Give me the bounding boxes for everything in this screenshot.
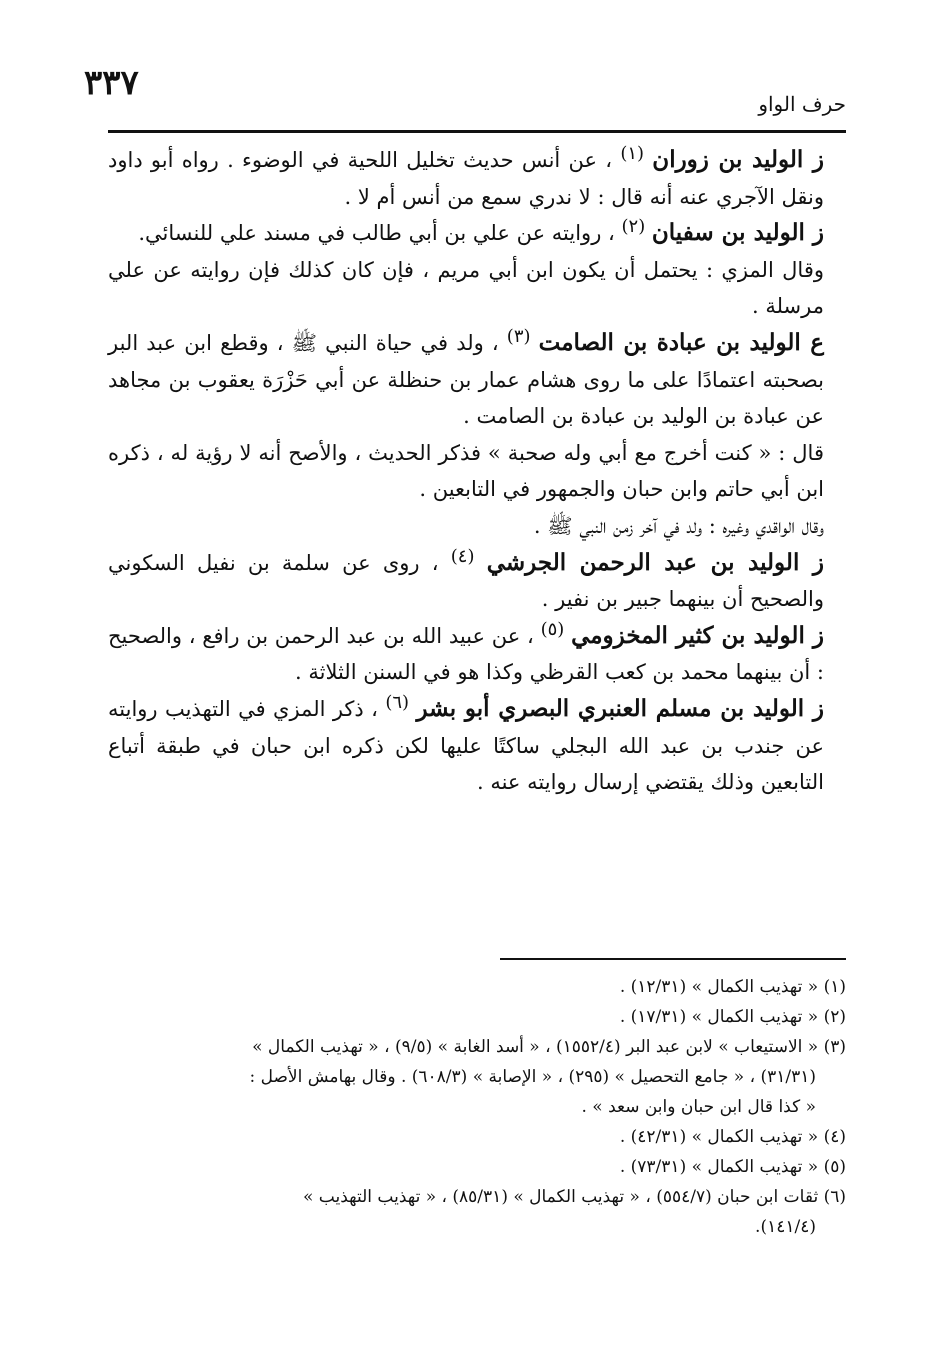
footnote-2: (٢) « تهذيب الكمال » (١٧/٣١) . [619, 1007, 846, 1027]
footnote-4: (٤) « تهذيب الكمال » (٤٢/٣١) . [619, 1127, 846, 1147]
footnote-ref: (٣) [506, 325, 531, 347]
entry-text: وقال المزي : يحتمل أن يكون ابن أبي مريم ، فإن كان كذلك فإن روايته عن علي مرسلة . [108, 257, 824, 319]
footnote-3-continuation: (٣١/٣١) ، « جامع التحصيل » (٢٩٥) ، « الإصابة » (٦٠٨/٣) . وقال بهامش الأصل : [249, 1067, 816, 1087]
footnote-ref: (١) [620, 143, 645, 164]
entry-text: قال : « كنت أخرج مع أبي وله صحبة » فذكر الحديث ، والأصح أنه لا رؤية له ، ذكره ابن أبي حاتم وابن حبان والجمهور في التابعين . [108, 440, 824, 502]
entry-paragraph [108, 215, 846, 252]
entry-name: ز الوليد بن كثير المخزومي [571, 621, 825, 649]
entry-paragraph [108, 142, 846, 215]
header-rule [108, 130, 846, 133]
entry-text: ، روى عن سلمة بن نفيل السكوني والصحيح أن بينهما جبير بن نفير . [108, 550, 824, 612]
entry-paragraph [108, 691, 846, 801]
entry-text: ، عن عبيد الله بن عبد الرحمن بن رافع ، والصحيح : أن بينهما محمد بن كعب القرظي وكذا هو في السنن الثلاثة . [108, 623, 824, 685]
page-number: ٣٣٧ [84, 63, 139, 103]
entry-text: ، ذكر المزي في التهذيب روايته عن جندب بن عبد الله البجلي ساكتًا عليها لكن ذكره ابن حبان في طبقة أتباع التابعين وذلك يقتضي إرسال روايته عنه . [108, 696, 824, 795]
body-paragraph [108, 252, 846, 325]
entry-name: ز الوليد بن عبد الرحمن الجرشي [486, 548, 824, 576]
entry-name: ز الوليد بن سفيان [651, 219, 824, 247]
entry-paragraph [108, 618, 846, 691]
footnote-1: (١) « تهذيب الكمال » (١٢/٣١) . [619, 977, 846, 997]
footnote-ref: (٦) [385, 691, 410, 713]
footnote-5: (٥) « تهذيب الكمال » (٧٣/٣١) . [619, 1157, 846, 1177]
footnote-3-continuation: « كذا قال ابن حبان وابن سعد » . [581, 1097, 816, 1117]
running-title: حرف الواو [758, 92, 846, 116]
footnote-6-continuation: (١٤١/٤). [755, 1217, 816, 1237]
body-paragraph [108, 508, 846, 545]
entry-text: وقال الواقدي وغيره : ولد في آخر زمن النبي ﷺ . [533, 513, 824, 538]
main-text [108, 142, 846, 801]
entry-name: ز الوليد بن زوران [652, 146, 824, 173]
footnote-6: (٦) ثقات ابن حبان (٥٥٤/٧) ، « تهذيب الكمال » (٨٥/٣١) ، « تهذيب التهذيب » [302, 1187, 846, 1207]
body-paragraph [108, 435, 846, 508]
entry-text: ، ولد في حياة النبي ﷺ ، وقطع ابن عبد البر بصحبته اعتمادًا على ما روى هشام عمار بن حنظلة عن أبي حَزْرَة يعقوب بن مجاهد عن عبادة بن الوليد بن عبادة بن الصامت . [108, 330, 824, 429]
footnote-ref: (٢) [621, 216, 646, 238]
footnote-rule [500, 958, 846, 960]
entry-name: ع الوليد بن عبادة بن الصامت [538, 328, 824, 356]
entry-paragraph [108, 545, 846, 618]
footnote-ref: (٤) [450, 545, 475, 567]
entry-name: ز الوليد بن مسلم العنبري البصري أبو بشر [416, 694, 824, 722]
entry-text: ، عن أنس حديث تخليل اللحية في الوضوء . رواه أبو داود ونقل الآجري عنه أنه قال : لا ندري سمع من أنس أم لا . [108, 148, 824, 209]
entry-text: ، روايته عن علي بن أبي طالب في مسند علي للنسائي. [138, 221, 615, 246]
entry-paragraph [108, 325, 846, 435]
footnote-3: (٣) « الاستيعاب » لابن عبد البر (١٥٥٢/٤) ، « أسد الغابة » (٩/٥) ، « تهذيب الكمال » [252, 1037, 846, 1057]
footnote-ref: (٥) [540, 618, 565, 640]
footnotes [108, 972, 846, 1242]
